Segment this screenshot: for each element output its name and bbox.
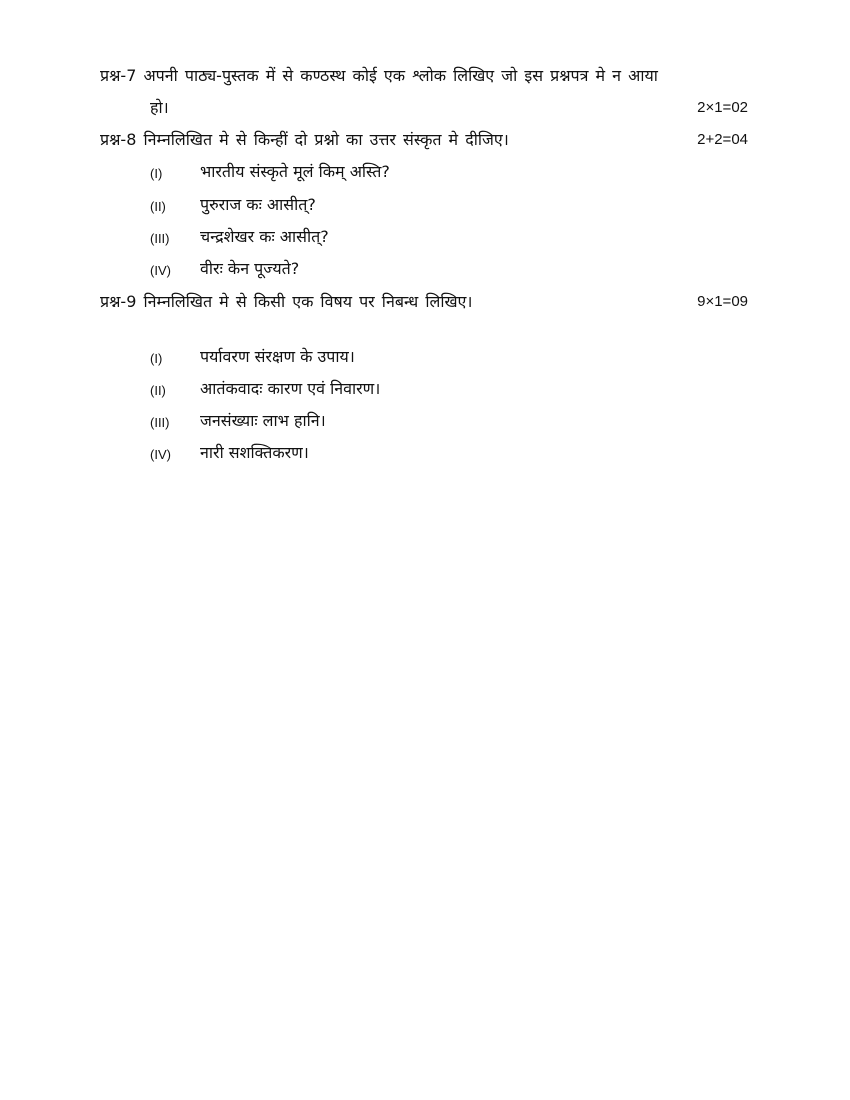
q9-item-number: (IV) [150,447,171,462]
q8-item-number: (I) [150,166,163,181]
q9-item-text: जनसंख्याः लाभ हानि। [200,411,326,430]
q9-text: प्रश्न-9 निम्नलिखित मे से किसी एक विषय पर निबन्ध लिखिए। [100,292,473,311]
q9-item-number: (II) [150,383,166,398]
q9-marks: 9×1=09 [697,293,748,310]
q8-item-number: (IV) [150,263,171,278]
q9-item-number: (III) [150,415,170,430]
q9-item-number: (I) [150,351,163,366]
q8-item-text: वीरः केन पूज्यते? [200,259,300,278]
q9-item-text: आतंकवादः कारण एवं निवारण। [200,379,381,398]
q9-item-text: नारी सशक्तिकरण। [200,443,309,462]
q8-item-number: (III) [150,231,170,246]
q8-item-number: (II) [150,199,166,214]
q8-item-text: चन्द्रशेखर कः आसीत्? [200,227,329,246]
q9-item-text: पर्यावरण संरक्षण के उपाय। [200,347,355,366]
q8-text: प्रश्न-8 निम्नलिखित मे से किन्हीं दो प्रश्नो का उत्तर संस्कृत मे दीजिए। [100,130,509,149]
q8-item-text: पुरुराज कः आसीत्? [200,195,316,214]
q8-item-text: भारतीय संस्कृते मूलं किम् अस्ति? [200,162,390,181]
q7-marks: 2×1=02 [697,99,748,116]
q8-marks: 2+2=04 [697,131,748,148]
q7-text-line2: हो। [150,98,169,117]
q7-text-line1: प्रश्न-7 अपनी पाठ्य-पुस्तक में से कण्ठस्थ कोई एक श्लोक लिखिए जो इस प्रश्नपत्र मे न आया [100,66,658,85]
